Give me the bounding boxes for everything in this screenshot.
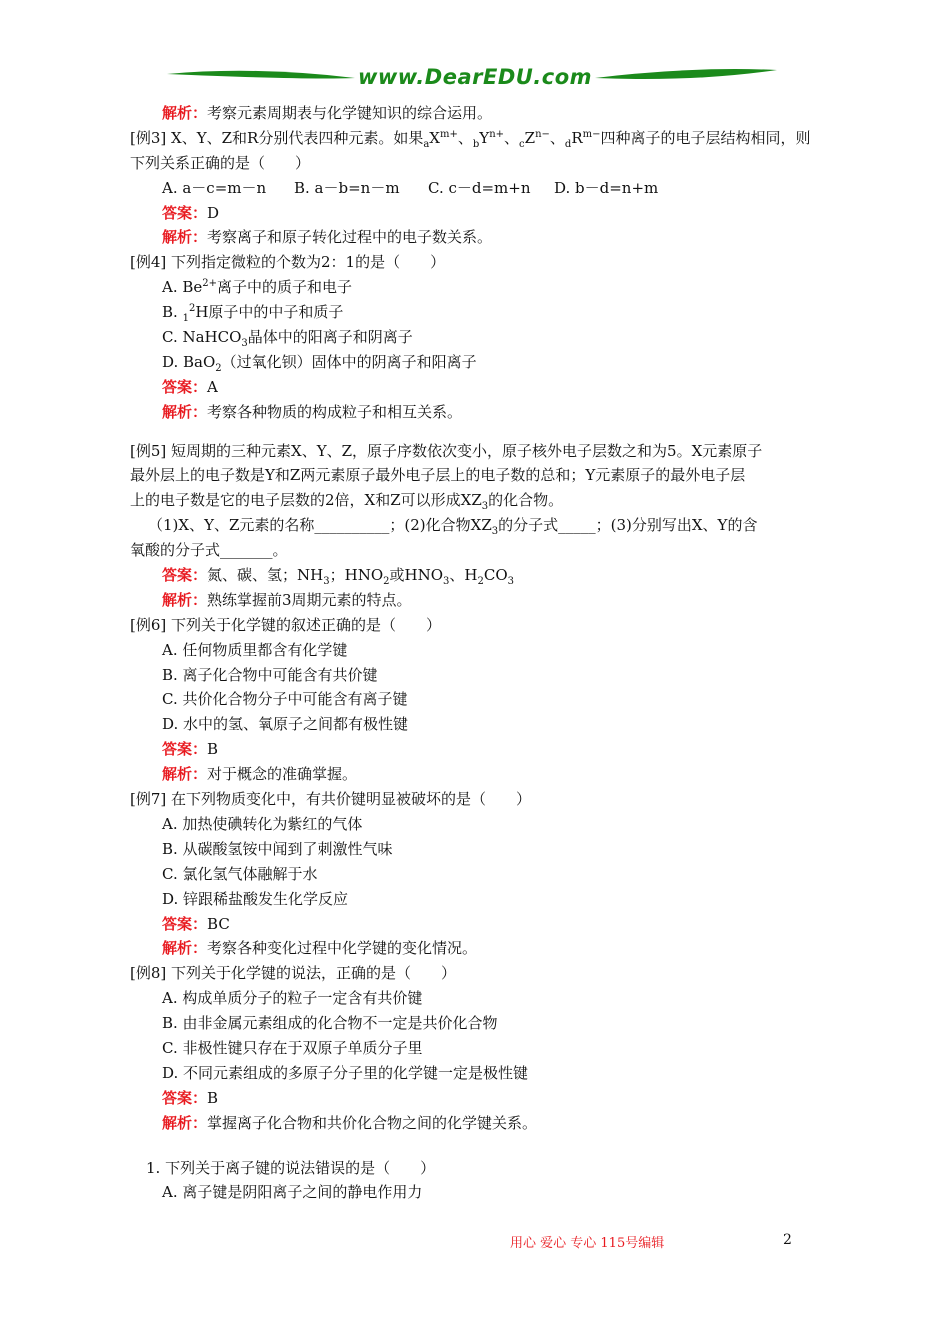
example-5-subquestions: （1)X、Y、Z元素的名称__________；(2)化合物$XZ_3$的分子式_____；(3)分别写出X、Y的含 bbox=[148, 516, 758, 538]
example-7-question: [例7] 在下列物质变化中，有共价键明显被破坏的是（ ） bbox=[130, 790, 532, 809]
option-a: A. 离子键是阴阳离子之间的静电作用力 bbox=[162, 1183, 423, 1202]
analysis-line: 解析：考察各种物质的构成粒子和相互关系。 bbox=[162, 402, 463, 421]
option-d: D. b－d=n+m bbox=[554, 178, 659, 197]
option-c: C. 共价化合物分子中可能含有离子键 bbox=[162, 690, 408, 709]
answer-line: 答案：B bbox=[162, 1088, 219, 1107]
example-3-question-cont: 下列关系正确的是（ ） bbox=[130, 153, 311, 172]
option-b: B. 离子化合物中可能含有共价键 bbox=[162, 665, 378, 684]
option-b: B. $_1^2$H原子中的中子和质子 bbox=[162, 303, 344, 325]
option-c: C. 非极性键只存在于双原子单质分子里 bbox=[162, 1038, 423, 1057]
analysis-tag: 解析： bbox=[162, 104, 208, 122]
analysis-line: 解析：考察各种变化过程中化学键的变化情况。 bbox=[162, 939, 478, 958]
example-5-question: [例5] 短周期的三种元素X、Y、Z，原子序数依次变小，原子核外电子层数之和为5。X元素原子 bbox=[130, 441, 763, 460]
example-5-question-cont: 最外层上的电子数是Y和Z两元素原子最外电子层上的电子数的总和；Y元素原子的最外电子层 bbox=[130, 466, 746, 485]
analysis-line: 解析：考察元素周期表与化学键知识的综合运用。 bbox=[162, 104, 493, 122]
option-c: C. c－d=m+n bbox=[428, 178, 531, 197]
example-6-question: [例6] 下列关于化学键的叙述正确的是（ ） bbox=[130, 615, 442, 634]
answer-line: 答案：氮、碳、氢；$NH_3$；$HNO_2$或$HNO_3$、$H_2CO_3$ bbox=[162, 566, 515, 588]
example-3-options bbox=[130, 176, 830, 201]
answer-line: 答案：B bbox=[162, 740, 219, 759]
option-a: A. 构成单质分子的粒子一定含有共价键 bbox=[162, 989, 423, 1008]
option-a: A. 加热使碘转化为紫红的气体 bbox=[162, 814, 363, 833]
option-a: A. 任何物质里都含有化学键 bbox=[162, 640, 348, 659]
example-5-question-cont: 上的电子数是它的电子层数的2倍，X和Z可以形成$XZ_3$的化合物。 bbox=[130, 491, 564, 513]
option-b: B. a－b=n－m bbox=[294, 178, 400, 197]
footer-text: 用心 爱心 专心 115号编辑 bbox=[510, 1236, 665, 1251]
answer-line: 答案：A bbox=[162, 377, 218, 396]
page-number: 2 bbox=[783, 1232, 792, 1248]
example-4-question: [例4] 下列指定微粒的个数为2：1的是（ ） bbox=[130, 253, 446, 272]
option-c: C. NaHCO$_3$晶体中的阳离子和阴离子 bbox=[162, 328, 413, 350]
option-b: B. 由非金属元素组成的化合物不一定是共价化合物 bbox=[162, 1014, 498, 1033]
option-d: D. 不同元素组成的多原子分子里的化学键一定是极性键 bbox=[162, 1063, 529, 1082]
example-5-subquestions-cont: 氧酸的分子式_______。 bbox=[130, 541, 288, 560]
option-d: D. 水中的氢、氧原子之间都有极性键 bbox=[162, 715, 409, 734]
ion-notation: $_aX^{m+}$、$_bY^{n+}$、$_cZ^{n-}$、$_dR^{m-}$ bbox=[423, 128, 601, 150]
example-8-question: [例8] 下列关于化学键的说法，正确的是（ ） bbox=[130, 964, 457, 983]
analysis-line: 解析：对于概念的准确掌握。 bbox=[162, 765, 358, 784]
answer-line: 答案：BC bbox=[162, 914, 230, 933]
page-header bbox=[165, 62, 785, 96]
option-a: A. a－c=m－n bbox=[162, 178, 267, 197]
option-c: C. 氯化氢气体融解于水 bbox=[162, 864, 318, 883]
option-b: B. 从碳酸氢铵中闻到了刺激性气味 bbox=[162, 839, 393, 858]
option-a: A. $Be^{2+}$离子中的质子和电子 bbox=[162, 278, 353, 297]
site-title: www.DearEDU.com bbox=[357, 65, 593, 89]
answer-line: 答案：D bbox=[162, 203, 220, 222]
document-body bbox=[130, 101, 830, 1205]
exercise-1-question: 1. 下列关于离子键的说法错误的是（ ） bbox=[146, 1158, 436, 1177]
option-d: D. BaO$_2$（过氧化钡）固体中的阴离子和阳离子 bbox=[162, 352, 477, 374]
analysis-line: 解析：考察离子和原子转化过程中的电子数关系。 bbox=[162, 228, 493, 247]
example-3-question: [例3] X、Y、Z和R分别代表四种元素。如果$_aX^{m+}$、$_bY^{n+}$、$_cZ^{n-}$、$_dR^{m-}$四种离子的电子层结构相同，则 bbox=[130, 128, 811, 150]
analysis-line: 解析：熟练掌握前3周期元素的特点。 bbox=[162, 590, 412, 609]
option-d: D. 锌跟稀盐酸发生化学反应 bbox=[162, 889, 349, 908]
analysis-line: 解析：掌握离子化合物和共价化合物之间的化学键关系。 bbox=[162, 1113, 538, 1132]
